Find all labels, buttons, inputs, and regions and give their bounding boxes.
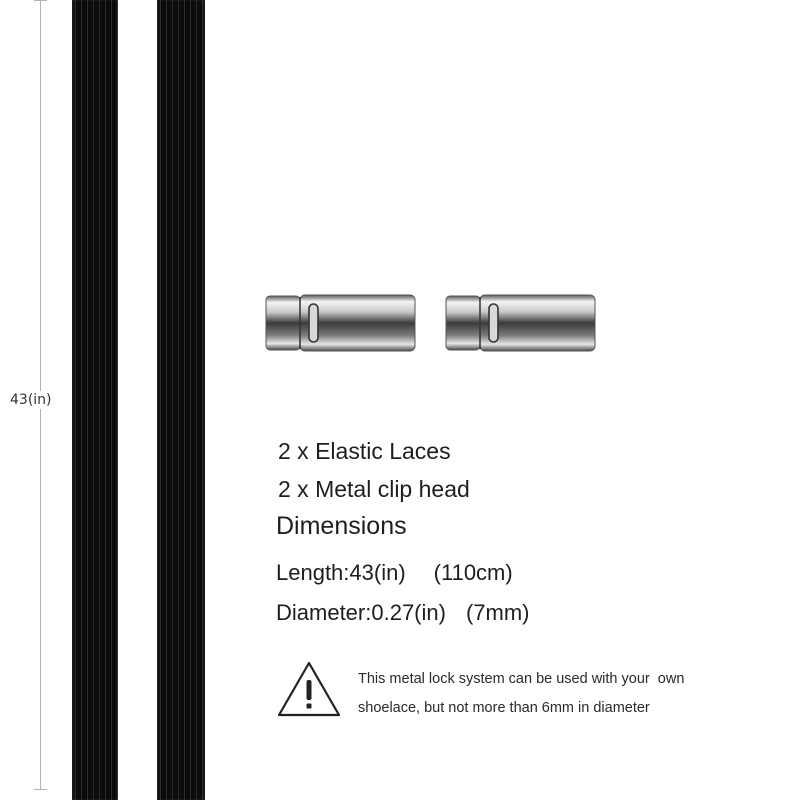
compatibility-note (358, 665, 778, 723)
warning-triangle-icon (276, 660, 342, 718)
metal-clip-head-right (445, 294, 596, 352)
note-line-2: shoelace, but not more than 6mm in diameter (358, 700, 650, 716)
length-spec (276, 560, 513, 586)
metal-clip-head-left (265, 294, 416, 352)
diameter-mm: (7mm) (465, 600, 530, 625)
contents-clip-heads: 2 x Metal clip head (278, 476, 470, 502)
length-in: Length:43(in) (276, 560, 406, 585)
elastic-lace-right (157, 0, 205, 800)
ruler-length-label: 43(in) (10, 392, 52, 408)
contents-laces: 2 x Elastic Laces (278, 438, 451, 464)
ruler-bottom-tick (34, 789, 47, 790)
diameter-spec (276, 600, 530, 626)
ruler-top-tick (34, 0, 47, 1)
note-line-1: This metal lock system can be used with your own (358, 671, 685, 687)
length-cm: (110cm) (433, 560, 513, 585)
dimensions-heading: Dimensions (276, 512, 407, 540)
diameter-in: Diameter:0.27(in) (276, 600, 446, 625)
elastic-lace-left (72, 0, 118, 800)
